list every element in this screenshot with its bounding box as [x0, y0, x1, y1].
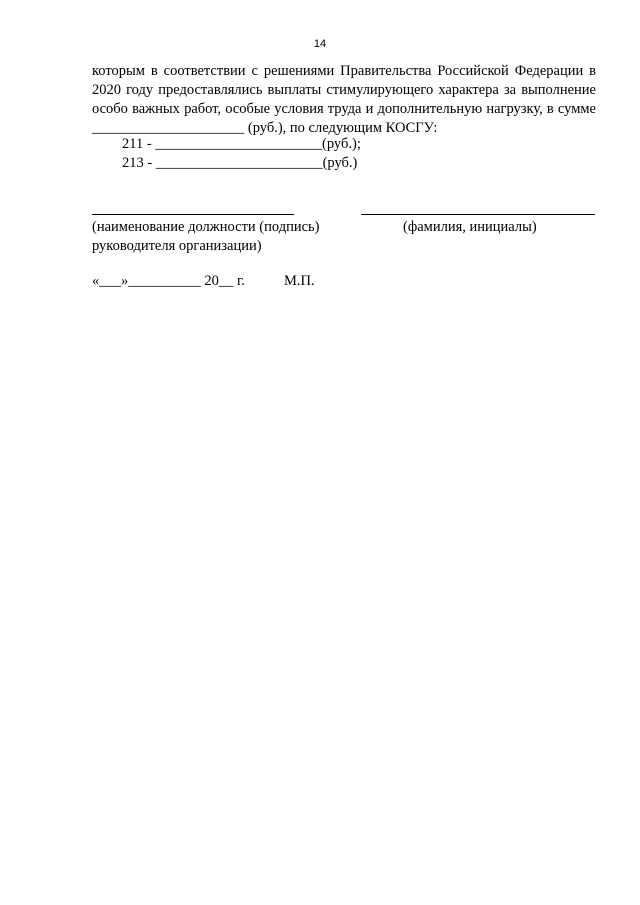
- kosgu-211-line: 211 - _______________________(руб.);: [122, 136, 361, 152]
- position-signature-caption: (наименование должности (подпись): [92, 219, 320, 235]
- name-initials-caption: (фамилия, инициалы): [403, 219, 537, 235]
- signature-line-name: [361, 214, 595, 215]
- body-paragraph: которым в соответствии с решениями Правительства Российской Федерации в 2020 году предоставлялись выплаты стимулирующего характера за выполнение особо важных работ, особые условия труда и дополнительную нагрузку, в сумме _____________________ (руб.), по следующим КОСГУ:: [92, 63, 596, 136]
- stamp-mark: М.П.: [284, 273, 315, 289]
- page-number: 14: [313, 38, 327, 50]
- organization-head-caption: руководителя организации): [92, 238, 262, 254]
- date-field: «___»__________ 20__ г.: [92, 273, 245, 289]
- signature-line-position: [92, 214, 294, 215]
- kosgu-213-line: 213 - _______________________(руб.): [122, 155, 358, 171]
